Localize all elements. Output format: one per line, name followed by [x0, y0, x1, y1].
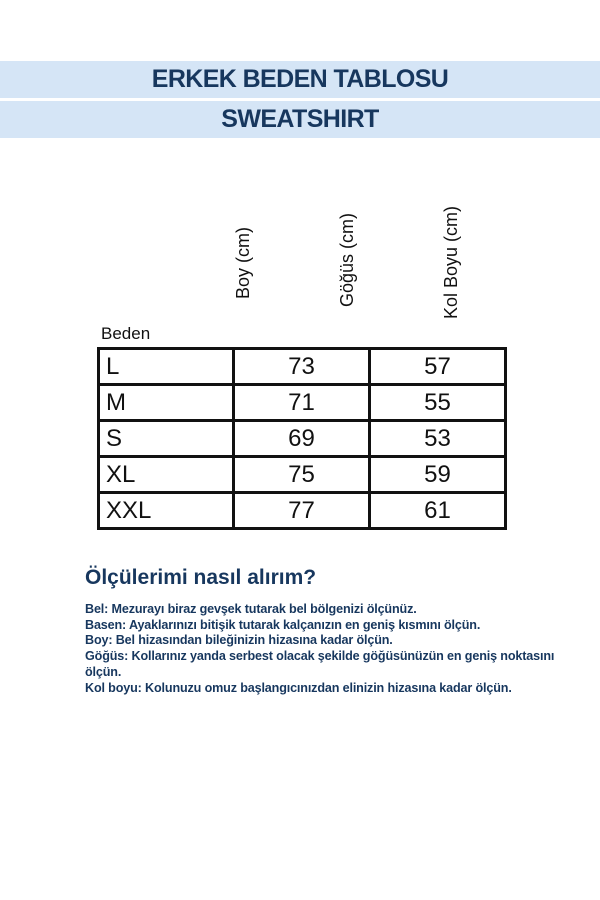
instruction-bel: Bel: Mezurayı biraz gevşek tutarak bel bölgenizi ölçünüz. — [85, 602, 417, 616]
value-cell: 75 — [234, 457, 370, 493]
table-row — [99, 421, 506, 457]
value-cell: 71 — [234, 385, 370, 421]
size-table — [97, 347, 507, 530]
size-cell: XL — [99, 457, 234, 493]
value-cell: 73 — [234, 349, 370, 385]
instruction-kol-boyu: Kol boyu: Kolunuzu omuz başlangıcınızdan elinizin hizasına kadar ölçün. — [85, 680, 512, 695]
size-cell: L — [99, 349, 234, 385]
value-cell: 53 — [370, 421, 506, 457]
table-row — [99, 457, 506, 493]
value-cell: 59 — [370, 457, 506, 493]
size-cell: M — [99, 385, 234, 421]
subtitle-band — [0, 101, 600, 138]
table-row — [99, 349, 506, 385]
row-header-label: Beden — [101, 324, 151, 343]
title-band — [0, 61, 600, 98]
value-cell: 77 — [234, 493, 370, 529]
instruction-boy: Boy: Bel hizasından bileğinizin hizasına kadar ölçün. — [85, 633, 393, 648]
instruction-basen: Basen: Ayaklarınızı bitişik tutarak kalçanızın en geniş kısmını ölçün. — [85, 617, 481, 632]
value-cell: 61 — [370, 493, 506, 529]
value-cell: 57 — [370, 349, 506, 385]
table-row — [99, 385, 506, 421]
value-cell: 69 — [234, 421, 370, 457]
instructions-heading: Ölçülerimi nasıl alırım? — [85, 566, 317, 589]
page-title: ERKEK BEDEN TABLOSU — [151, 65, 449, 93]
size-cell: XXL — [99, 493, 234, 529]
page-subtitle: SWEATSHIRT — [221, 105, 379, 133]
instruction-gogus: Göğüs: Kollarınız yanda serbest olacak şekilde göğüsünüzün en geniş noktasını ölçün. — [85, 649, 555, 679]
instructions-list — [85, 602, 555, 696]
value-cell: 55 — [370, 385, 506, 421]
table-row — [99, 493, 506, 529]
column-header-boy: Boy (cm) — [233, 227, 253, 299]
column-header-gogus: Göğüs (cm) — [337, 212, 357, 307]
column-header-kol-boyu: Kol Boyu (cm) — [441, 205, 461, 319]
size-cell: S — [99, 421, 234, 457]
